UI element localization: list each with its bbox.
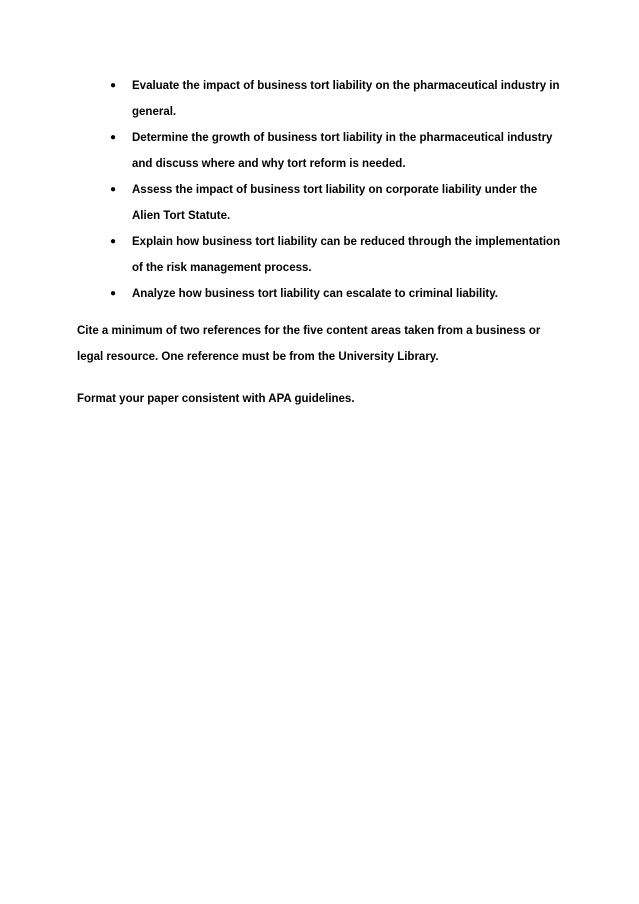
list-item <box>108 281 568 307</box>
bullet-text: Assess the impact of business tort liability on corporate liability under the Alien Tort Statute. <box>132 184 538 222</box>
bullet-text: Explain how business tort liability can be reduced through the implementation of the risk management process. <box>132 236 561 274</box>
bullet-text: Analyze how business tort liability can escalate to criminal liability. <box>132 288 498 300</box>
bullet-text: Evaluate the impact of business tort liability on the pharmaceutical industry in general. <box>132 80 560 118</box>
bullet-icon: ● <box>110 184 117 195</box>
list-item <box>108 177 568 229</box>
bullet-icon: ● <box>110 236 117 247</box>
bullet-icon: ● <box>110 288 117 299</box>
list-item <box>108 73 568 125</box>
bullet-text: Determine the growth of business tort liability in the pharmaceutical industry and discuss where and why tort reform is needed. <box>132 132 553 170</box>
bullet-icon: ● <box>110 80 117 91</box>
bullet-icon: ● <box>110 132 117 143</box>
format-paragraph: Format your paper consistent with APA guidelines. <box>77 393 355 405</box>
list-item <box>108 125 568 177</box>
list-item <box>108 229 568 281</box>
assignment-bullet-list <box>108 73 568 307</box>
references-paragraph: Cite a minimum of two references for the five content areas taken from a business or legal resource. One reference must be from the University Library. <box>77 325 541 363</box>
